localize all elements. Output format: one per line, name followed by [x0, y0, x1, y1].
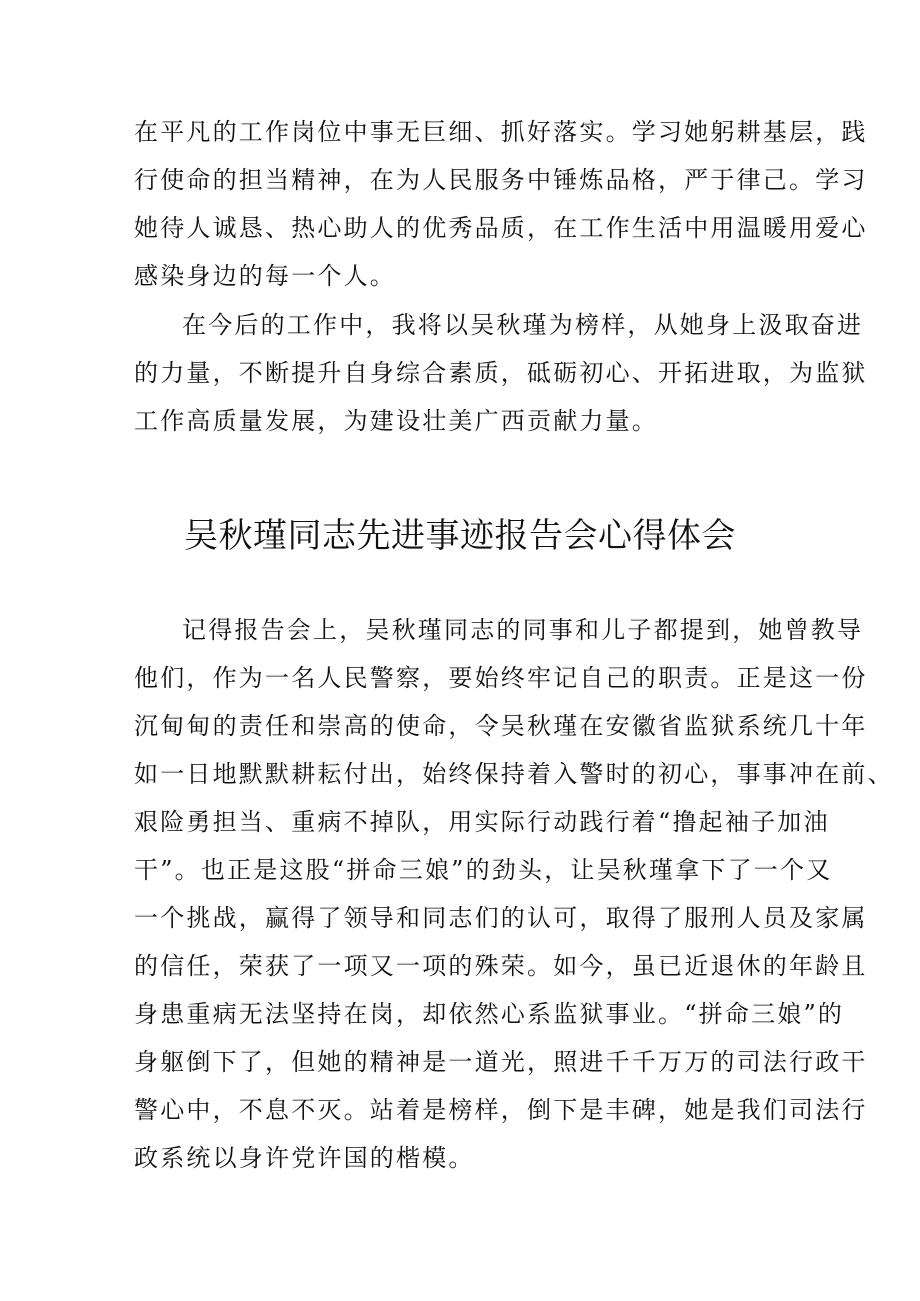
section-title: 吴秋瑾同志先进事迹报告会心得体会 [184, 516, 736, 556]
paragraph-line: 干”。也正是这股“拼命三娘”的劲头，让吴秋瑾拿下了一个又 [134, 856, 833, 884]
paragraph-line: 沉甸甸的责任和崇高的使命，令吴秋瑾在安徽省监狱系统几十年 [134, 712, 868, 740]
paragraph-line: 他们，作为一名人民警察，要始终牢记自己的职责。正是这一份 [134, 664, 868, 692]
paragraph-line: 的力量，不断提升自身综合素质，砥砺初心、开拓进取，为监狱 [134, 359, 868, 387]
paragraph-line: 警心中，不息不灭。站着是榜样，倒下是丰碑，她是我们司法行 [134, 1096, 868, 1124]
paragraph-line: 她待人诚恳、热心助人的优秀品质，在工作生活中用温暖用爱心 [134, 214, 868, 242]
paragraph-line: 记得报告会上，吴秋瑾同志的同事和儿子都提到，她曾教导 [182, 616, 864, 644]
paragraph-line: 身躯倒下了，但她的精神是一道光，照进千千万万的司法行政干 [134, 1048, 868, 1076]
paragraph-line: 工作高质量发展，为建设壮美广西贡献力量。 [134, 407, 658, 435]
paragraph-line: 在今后的工作中，我将以吴秋瑾为榜样，从她身上汲取奋进 [182, 311, 864, 339]
paragraph-line: 身患重病无法坚持在岗，却依然心系监狱事业。“拼命三娘”的 [134, 1000, 845, 1028]
paragraph-line: 如一日地默默耕耘付出，始终保持着入警时的初心，事事冲在前、 [134, 760, 894, 788]
paragraph-line: 艰险勇担当、重病不掉队，用实际行动践行着“撸起袖子加油 [134, 808, 830, 836]
paragraph-line: 在平凡的工作岗位中事无巨细、抓好落实。学习她躬耕基层，践 [134, 118, 868, 146]
paragraph-line: 政系统以身许党许国的楷模。 [134, 1144, 475, 1172]
paragraph-line: 感染身边的每一个人。 [134, 262, 396, 290]
paragraph-line: 的信任，荣获了一项又一项的殊荣。如今，虽已近退休的年龄且 [134, 952, 868, 980]
paragraph-line: 行使命的担当精神，在为人民服务中锤炼品格，严于律己。学习 [134, 166, 868, 194]
paragraph-line: 一个挑战，赢得了领导和同志们的认可，取得了服刑人员及家属 [134, 904, 868, 932]
